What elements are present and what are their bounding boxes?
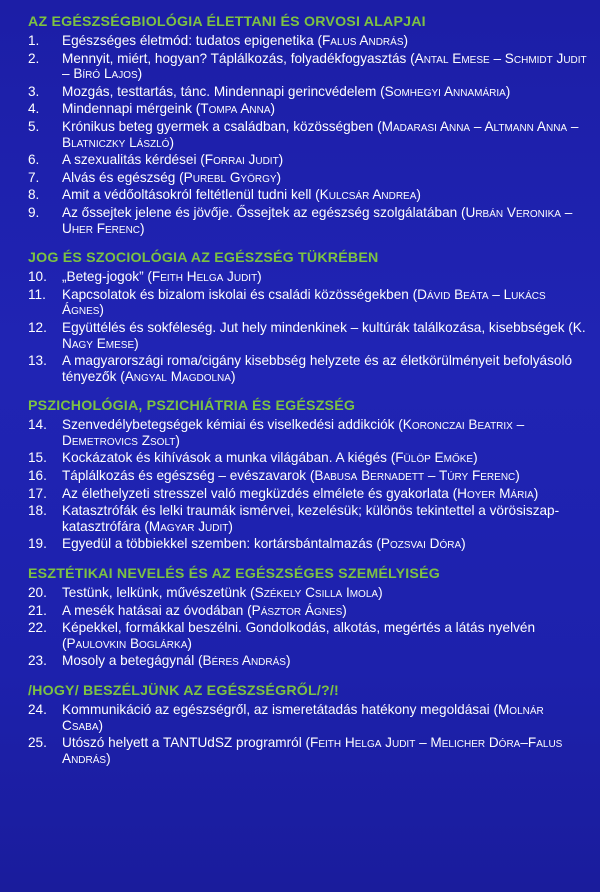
section-title: AZ EGÉSZSÉGBIOLÓGIA ÉLETTANI ÉS ORVOSI ALAPJAI xyxy=(28,14,426,30)
chapter-number: 22. xyxy=(28,620,47,636)
chapter-author: (Feith Helga Judit – Melicher Dóra–Falus András) xyxy=(62,735,563,766)
chapter-author: (Urbán Veronika – Uher Ferenc) xyxy=(62,204,573,236)
chapter-title: Szenvedélybetegségek kémiai és viselkedési addikciók xyxy=(62,417,399,433)
chapter-title: Mindennapi mérgeink xyxy=(62,101,196,117)
chapter-number: 12. xyxy=(28,319,47,335)
list-item xyxy=(28,653,588,669)
chapter-entry xyxy=(62,653,588,669)
section xyxy=(28,250,588,384)
chapter-number: 2. xyxy=(28,50,40,66)
chapter-entry xyxy=(62,486,588,502)
chapter-entry xyxy=(62,287,588,318)
chapter-entry xyxy=(62,503,588,534)
chapter-number: 11. xyxy=(28,286,46,302)
chapter-number: 14. xyxy=(28,417,47,433)
chapter-title: Katasztrófák és lelki traumák ismérvei, kezelésük; különös tekintettel a vörösiszap-katasztrófára xyxy=(62,503,560,534)
chapter-author: (Angyal Magdolna) xyxy=(120,368,236,384)
chapter-author: (Tompa Anna) xyxy=(195,101,276,117)
chapter-title: Amit a védőoltásokról feltétlenül tudni kell xyxy=(62,187,316,203)
section xyxy=(28,566,588,669)
chapter-author: (Pásztor Ágnes) xyxy=(247,602,347,618)
chapter-entry xyxy=(62,603,588,619)
list-item xyxy=(28,119,588,150)
section-title: PSZICHOLÓGIA, PSZICHIÁTRIA ÉS EGÉSZSÉG xyxy=(28,398,356,415)
list-item xyxy=(28,320,588,351)
chapter-entry xyxy=(62,320,588,351)
chapter-number: 24. xyxy=(28,702,47,717)
chapter-title: Kapcsolatok és bizalom iskolai és családi közösségekben xyxy=(62,286,413,302)
chapter-entry xyxy=(62,468,588,484)
chapter-number: 17. xyxy=(28,485,47,501)
chapter-title: A szexualitás kérdései xyxy=(62,152,201,168)
chapter-entry xyxy=(62,702,588,733)
chapter-entry xyxy=(62,187,588,203)
chapter-number: 1. xyxy=(28,33,40,48)
list-item xyxy=(28,33,588,49)
chapter-entry xyxy=(62,353,588,384)
chapter-title: Képekkel, formákkal beszélni. Gondolkodás, alkotás, megértés a látás nyelvén xyxy=(62,620,536,636)
chapter-author: (Székely Csilla Imola) xyxy=(250,585,383,601)
chapter-title: Mennyit, miért, hogyan? Táplálkozás, folyadékfogyasztás xyxy=(62,50,411,66)
chapter-number: 15. xyxy=(28,450,47,466)
chapter-entry xyxy=(62,170,588,186)
chapter-author: (Falus András) xyxy=(317,33,409,48)
chapter-title: „Beteg-jogok” xyxy=(62,269,148,285)
chapter-author: (Fülöp Emőke) xyxy=(390,450,478,466)
chapter-title: Kommunikáció az egészségről, az ismeretátadás hatékony megoldásai xyxy=(62,702,494,717)
list-item xyxy=(28,84,588,100)
chapter-number: 16. xyxy=(28,468,47,484)
chapter-number: 4. xyxy=(28,101,40,117)
chapter-number: 21. xyxy=(28,602,47,618)
section-title: ESZTÉTIKAI NEVELÉS ÉS AZ EGÉSZSÉGES SZEMÉLYISÉG xyxy=(28,566,440,583)
chapter-title: Táplálkozás és egészség – evészavarok xyxy=(62,468,310,484)
chapter-title: Egyedül a többiekkel szemben: kortársbántalmazás xyxy=(62,536,377,552)
list-item xyxy=(28,450,588,466)
chapter-author: (Dávid Beáta – Lukács Ágnes) xyxy=(62,286,546,318)
chapter-entry xyxy=(62,536,588,552)
table-of-contents xyxy=(28,14,588,780)
section-title: JOG ÉS SZOCIOLÓGIA AZ EGÉSZSÉG TÜKRÉBEN xyxy=(28,250,379,267)
chapter-number: 10. xyxy=(28,269,47,285)
chapter-list xyxy=(28,417,588,552)
chapter-author: (Béres András) xyxy=(198,653,291,669)
chapter-title: Alvás és egészség xyxy=(62,169,180,185)
chapter-title: A magyarországi roma/cigány kisebbség helyzete és az életkörülményeit befolyásoló tényezők xyxy=(62,353,573,384)
list-item xyxy=(28,735,588,766)
chapter-number: 9. xyxy=(28,204,40,220)
chapter-number: 23. xyxy=(28,653,47,669)
list-item xyxy=(28,417,588,448)
chapter-entry xyxy=(62,84,588,100)
chapter-list xyxy=(28,269,588,384)
chapter-entry xyxy=(62,269,588,285)
chapter-entry xyxy=(62,33,588,49)
chapter-author: (Koronczai Beatrix – Demetrovics Zsolt) xyxy=(62,417,525,448)
chapter-entry xyxy=(62,119,588,150)
list-item xyxy=(28,603,588,619)
chapter-author: (Forrai Judit) xyxy=(200,152,284,168)
chapter-title: Utószó helyett a TANTUdSZ programról xyxy=(62,735,306,751)
chapter-title: Együttélés és sokféleség. Jut hely mindenkinek – kultúrák találkozása, kisebbségek xyxy=(62,319,569,335)
chapter-number: 5. xyxy=(28,118,40,134)
section xyxy=(28,14,588,236)
list-item xyxy=(28,269,588,285)
chapter-number: 6. xyxy=(28,152,40,168)
list-item xyxy=(28,536,588,552)
section xyxy=(28,683,588,766)
chapter-list xyxy=(28,33,588,236)
list-item xyxy=(28,620,588,651)
section-title: /HOGY/ BESZÉLJÜNK AZ EGÉSZSÉGRŐL/?/! xyxy=(28,683,339,699)
list-item xyxy=(28,101,588,117)
chapter-author: (Feith Helga Judit) xyxy=(147,269,262,285)
chapter-entry xyxy=(62,585,588,601)
list-item xyxy=(28,468,588,484)
chapter-title: Az őssejtek jelene és jövője. Őssejtek az egészség szolgálatában xyxy=(62,204,461,220)
chapter-number: 7. xyxy=(28,169,40,185)
chapter-author: (Antal Emese – Schmidt Judit – Bíró Lajos) xyxy=(62,50,587,82)
chapter-number: 3. xyxy=(28,83,40,99)
chapter-entry xyxy=(62,51,588,82)
chapter-number: 20. xyxy=(28,585,47,601)
chapter-author: (Madarasi Anna – Altmann Anna – Blatniczky László) xyxy=(62,118,579,150)
chapter-author: (Babusa Bernadett – Túry Ferenc) xyxy=(309,468,520,484)
chapter-author: (Kulcsár Andrea) xyxy=(315,187,421,203)
list-item xyxy=(28,503,588,534)
list-item xyxy=(28,287,588,318)
chapter-entry xyxy=(62,417,588,448)
section xyxy=(28,398,588,552)
chapter-number: 13. xyxy=(28,353,47,369)
chapter-entry xyxy=(62,735,588,766)
list-item xyxy=(28,187,588,203)
chapter-title: Mosoly a betegágynál xyxy=(62,653,199,669)
chapter-author: (Purebl György) xyxy=(179,169,282,185)
list-item xyxy=(28,170,588,186)
chapter-entry xyxy=(62,450,588,466)
chapter-number: 18. xyxy=(28,503,47,519)
chapter-title: Kockázatok és kihívások a munka világában. A kiégés xyxy=(62,450,391,466)
chapter-entry xyxy=(62,101,588,117)
chapter-title: Krónikus beteg gyermek a családban, közösségben xyxy=(62,118,378,134)
list-item xyxy=(28,51,588,82)
chapter-author: (Pozsvai Dóra) xyxy=(376,536,466,552)
chapter-number: 8. xyxy=(28,187,40,203)
chapter-number: 25. xyxy=(28,735,47,751)
chapter-author: (Somhegyi Annamária) xyxy=(380,83,511,99)
list-item xyxy=(28,353,588,384)
chapter-title: A mesék hatásai az óvodában xyxy=(62,602,248,618)
chapter-entry xyxy=(62,205,588,236)
list-item xyxy=(28,585,588,601)
chapter-list xyxy=(28,585,588,669)
list-item xyxy=(28,486,588,502)
chapter-author: (Hoyer Mária) xyxy=(452,485,539,501)
list-item xyxy=(28,205,588,236)
chapter-list xyxy=(28,702,588,766)
chapter-title: Egészséges életmód: tudatos epigenetika xyxy=(62,33,318,48)
chapter-title: Az élethelyzeti stresszel való megküzdés elmélete és gyakorlata xyxy=(62,485,453,501)
list-item xyxy=(28,702,588,733)
chapter-title: Mozgás, testtartás, tánc. Mindennapi gerincvédelem xyxy=(62,83,381,99)
chapter-entry xyxy=(62,152,588,168)
chapter-title: Testünk, lelkünk, művészetünk xyxy=(62,585,251,601)
chapter-author: (Paulovkin Boglárka) xyxy=(62,635,192,651)
chapter-author: (Magyar Judit) xyxy=(144,518,233,534)
chapter-author: (Molnár Csaba) xyxy=(62,702,544,733)
chapter-author: (K. Nagy Emese) xyxy=(62,319,586,351)
chapter-number: 19. xyxy=(28,536,47,552)
chapter-entry xyxy=(62,620,588,651)
list-item xyxy=(28,152,588,168)
